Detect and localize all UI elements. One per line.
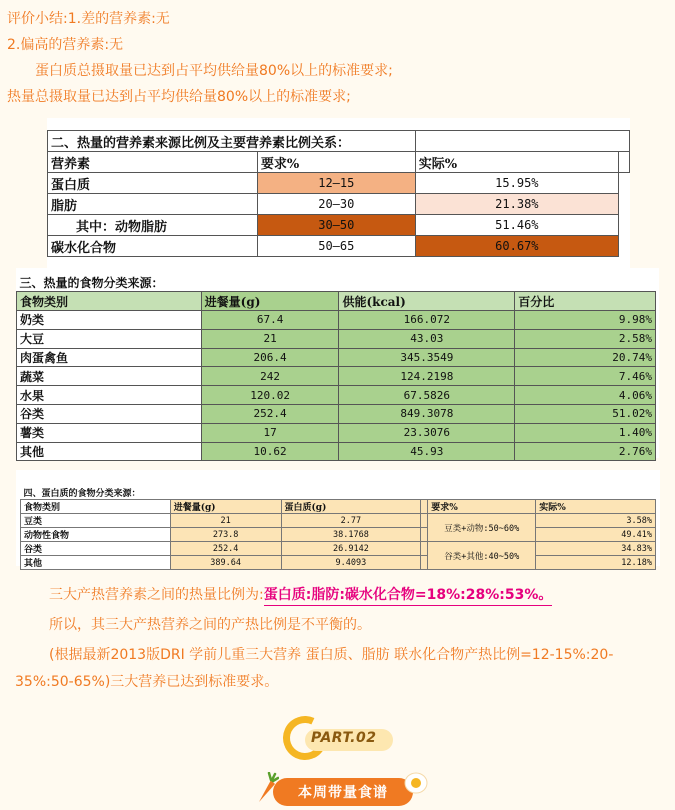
protein-source-table: 四、蛋白质的食物分类来源： 食物类别 进餐量(g) 蛋白质(g) 要求% 实际% 豆类 21 2.77 豆类+动物:50~60% 3.58% 动物性食物 273.8 38.1768 49.41% 谷类 252.4 26.9142 谷类+其他:40~50% 34.83% 其他 389.64 9.4093 12.18% xyxy=(20,486,656,570)
ratio-paragraph: 三大产热营养素之间的热量比例为:蛋白质:脂防:碳水化合物=18%:28%:53%。 xyxy=(49,584,552,604)
dri-reference-paragraph: (根据最新2013版DRI 学前儿重三大营养 蛋白质、脂肪 联水化合物产热比例=12-15%:20-35%:50-65%)三大营养已达到标准要求。 xyxy=(15,647,614,690)
table-row: 碳水化合物 50—65 60.67% xyxy=(48,236,630,257)
egg-icon xyxy=(403,770,429,796)
table-row: 谷类 252.4 849.3078 51.02% xyxy=(17,405,656,424)
table-row: 薯类 17 23.3076 1.40% xyxy=(17,423,656,442)
table-row: 其中：动物脂肪 30—50 51.46% xyxy=(48,215,630,236)
summary-line-2: 2.偏高的营养素:无 xyxy=(7,37,124,53)
requirement-1: 豆类+动物:50~60% xyxy=(428,514,536,542)
header-intake: 进餐量(g) xyxy=(201,292,339,311)
header-required: 要求% xyxy=(257,152,415,173)
section-banner xyxy=(253,768,431,808)
table-title: 二、热量的营养素来源比例及主要营养素比例关系： xyxy=(48,131,416,152)
table-row: 豆类 21 2.77 豆类+动物:50~60% 3.58% xyxy=(21,514,656,528)
summary-line-3: 蛋白质总摄取量已达到占平均供给量80%以上的标准要求; xyxy=(35,63,393,79)
header-percent: 百分比 xyxy=(515,292,656,311)
table-row: 其他 389.64 9.4093 12.18% xyxy=(21,556,656,570)
part-label: PART.02 xyxy=(311,730,377,746)
table-row: 蔬菜 242 124.2198 7.46% xyxy=(17,367,656,386)
carrot-icon xyxy=(253,772,279,806)
table-title: 三、热量的食物分类来源： xyxy=(17,273,656,292)
table-row: 大豆 21 43.03 2.58% xyxy=(17,329,656,348)
header-actual: 实际% xyxy=(415,152,618,173)
banner-label: 本周带量食谱 xyxy=(298,785,388,801)
ratio-highlight: 蛋白质:脂防:碳水化合物=18%:28%:53%。 xyxy=(264,587,553,606)
table-title: 四、蛋白质的食物分类来源： xyxy=(23,489,141,499)
table-row: 水果 120.02 67.5826 4.06% xyxy=(17,386,656,405)
part-badge xyxy=(283,716,393,764)
table-row: 谷类 252.4 26.9142 谷类+其他:40~50% 34.83% xyxy=(21,542,656,556)
food-energy-table-image xyxy=(16,268,659,458)
table-row: 肉蛋禽鱼 206.4 345.3549 20.74% xyxy=(17,348,656,367)
food-energy-table xyxy=(16,273,656,461)
energy-ratio-table-image xyxy=(47,118,630,268)
energy-ratio-table xyxy=(47,130,630,257)
header-energy: 供能(kcal) xyxy=(339,292,515,311)
header-food: 食物类别 xyxy=(17,292,202,311)
table-row: 其他 10.62 45.93 2.76% xyxy=(17,442,656,461)
table-row: 蛋白质 12—15 15.95% xyxy=(48,173,630,194)
table-row: 脂肪 20—30 21.38% xyxy=(48,194,630,215)
table-row: 动物性食物 273.8 38.1768 49.41% xyxy=(21,528,656,542)
header-nutrient: 营养素 xyxy=(48,152,258,173)
summary-line-1: 评价小结:1.差的营养素:无 xyxy=(7,11,170,27)
conclusion-paragraph: 所以，其三大产热营养之间的产热比例是不平衡的。 xyxy=(49,617,371,633)
summary-line-4: 热量总摄取量已达到占平均供给量80%以上的标准要求; xyxy=(7,89,351,105)
requirement-2: 谷类+其他:40~50% xyxy=(428,542,536,570)
protein-source-table-image xyxy=(16,470,660,569)
table-row: 奶类 67.4 166.072 9.98% xyxy=(17,311,656,330)
